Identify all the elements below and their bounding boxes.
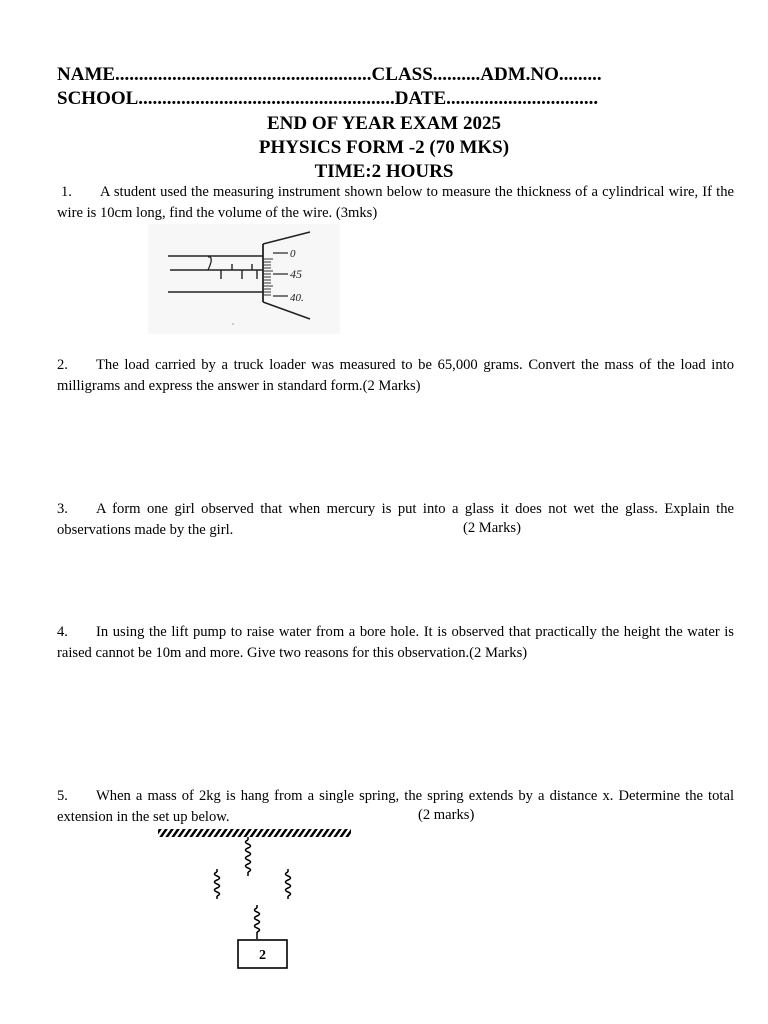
spring-setup-diagram xyxy=(155,826,355,972)
fixed-support xyxy=(158,829,351,837)
spring-bottom xyxy=(255,905,260,939)
question-5 xyxy=(57,786,734,827)
question-text: In using the lift pump to raise water from a bore hole. It is observed that practically the height the water is raised cannot be 10m and more. Give two reasons for this observation.(2 Marks) xyxy=(57,624,734,661)
question-number: 1. xyxy=(61,184,72,200)
question-3 xyxy=(57,499,734,540)
exam-title: END OF YEAR EXAM 2025 xyxy=(267,113,501,134)
question-marks: (2 Marks) xyxy=(463,520,521,536)
question-number: 4. xyxy=(57,624,68,640)
spring-top xyxy=(246,837,251,876)
subject-title: PHYSICS FORM -2 (70 MKS) xyxy=(258,137,510,158)
scale-label: 0 xyxy=(290,248,296,260)
question-1 xyxy=(57,182,734,223)
mass-label: 2 xyxy=(259,948,266,963)
question-text: A form one girl observed that when mercury is put into a glass it does not wet the glass. Explain the observations made by the girl. xyxy=(57,501,734,538)
micrometer-diagram xyxy=(148,224,340,334)
question-number: 2. xyxy=(57,357,68,373)
question-text: When a mass of 2kg is hang from a single spring, the spring extends by a distance x. Determine the total extension in the set up below. xyxy=(57,788,734,825)
question-2 xyxy=(57,355,734,396)
question-text: The load carried by a truck loader was measured to be 65,000 grams. Convert the mass of the load into milligrams and express the answer in standard form.(2 Marks) xyxy=(57,357,734,394)
question-marks: (2 marks) xyxy=(418,807,475,823)
name-class-adm-line: NAME......................................................CLASS..........ADM.NO......... xyxy=(57,64,602,85)
scale-label: 45 xyxy=(290,267,302,281)
school-date-line: SCHOOL......................................................DATE................................ xyxy=(57,88,599,109)
scale-label: 40. xyxy=(290,292,304,304)
spring-left xyxy=(215,869,220,899)
question-number: 5. xyxy=(57,788,68,804)
spring-right xyxy=(286,869,291,899)
question-text: A student used the measuring instrument shown below to measure the thickness of a cylindrical wire, If the wire is 10cm long, find the volume of the wire. (3mks) xyxy=(57,184,734,221)
time-title: TIME:2 HOURS xyxy=(314,161,454,182)
question-number: 3. xyxy=(57,501,68,517)
question-4 xyxy=(57,622,734,663)
